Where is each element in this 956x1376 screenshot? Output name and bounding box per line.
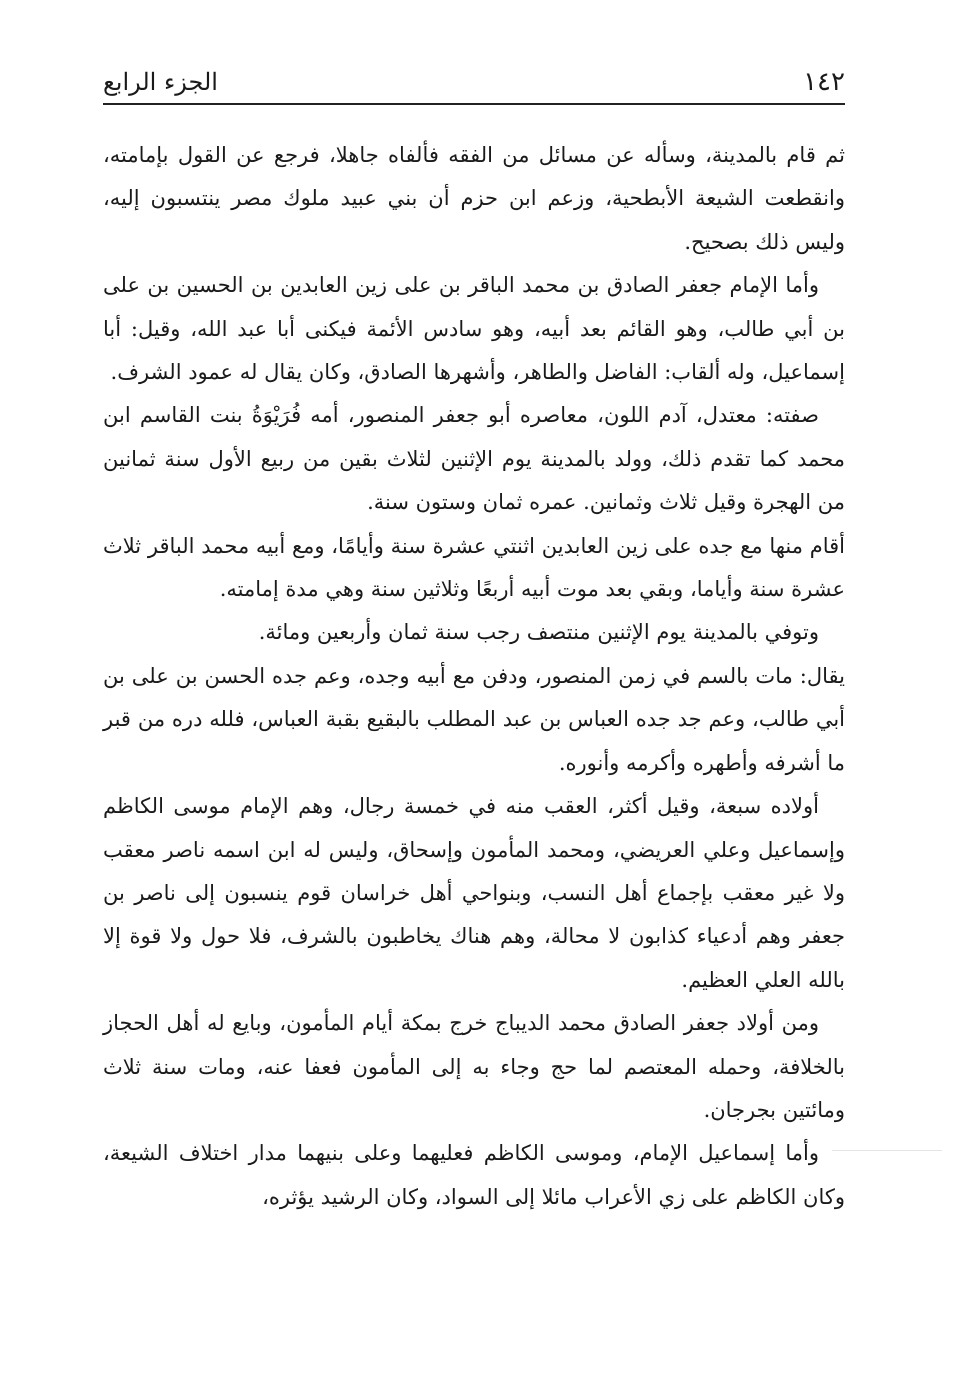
paragraph: صفته: معتدل، آدم اللون، معاصره أبو جعفر المنصور، أمه فُرَيْوَةُ بنت القاسم ابن محمد كما تقدم ذلك، وولد بالمدينة يوم الإثنين لثلاث بقين من ربيع الأول سنة ثمانين من الهجرة وقيل ثلاث وثمانين. عمره ثمان وستون سنة. xyxy=(103,403,845,515)
page-header xyxy=(103,62,845,100)
body-text xyxy=(103,134,845,1219)
paragraph: أقام منها مع جده على زين العابدين اثنتي عشرة سنة وأيامًا، ومع أبيه محمد الباقر ثلاث عشرة سنة وأياما، وبقي بعد موت أبيه أربعًا وثلاثين سنة وهي مدة إمامته. xyxy=(103,533,845,602)
running-title: الجزء الرابع xyxy=(103,68,218,96)
header-rule xyxy=(103,103,845,105)
paragraph: أولاده سبعة، وقيل أكثر، العقب منه في خمسة رجال، وهم الإمام موسى الكاظم وإسماعيل وعلي العريضي، ومحمد المأمون وإسحاق، وليس له ابن اسمه ناصر معقب ولا غير معقب بإجماع أهل النسب، وبنواحي أهل خراسان قوم ينسبون إلى ناصر بن جعفر وهم أدعياء كذابون لا محالة، وهم هناك يخاطبون بالشرف، فلا حول ولا قوة إلا بالله العلي العظيم. xyxy=(103,794,845,992)
paragraph: وأما الإمام جعفر الصادق بن محمد الباقر بن على زين العابدين بن الحسين بن على بن أبي طالب، وهو القائم بعد أبيه، وهو سادس الأئمة فيكنى أبا عبد الله، وقيل: أبا إسماعيل، وله ألقاب: الفاضل والطاهر، وأشهرها الصادق، وكان يقال له عمود الشرف. xyxy=(103,273,845,385)
paragraph: يقال: مات بالسم في زمن المنصور، ودفن مع أبيه وجده، وعم جده الحسن بن على بن أبي طالب، وعم جد جده العباس بن عبد المطلب بالبقيع بقبة العباس، فلله دره من قبر ما أشرفه وأطهره وأكرمه وأنوره. xyxy=(103,663,845,775)
paragraph: ثم قام بالمدينة، وسأله عن مسائل من الفقه فألفاه جاهلا، فرجع عن القول بإمامته، وانقطعت الشيعة الأبطحية، وزعم ابن حزم أن بني عبيد ملوك مصر ينتسبون إليه، وليس ذلك بصحيح. xyxy=(103,143,845,254)
page-number: ١٤٢ xyxy=(803,67,845,97)
scan-artifact-line xyxy=(832,1150,942,1151)
paragraph: وأما إسماعيل الإمام، وموسى الكاظم فعليهما وعلى بنيهما مدار اختلاف الشيعة، وكان الكاظم على زي الأعراب مائلا إلى السواد، وكان الرشيد يؤثره، xyxy=(103,1141,845,1209)
paragraph: ومن أولاد جعفر الصادق محمد الديباج خرج بمكة أيام المأمون، وبايع له أهل الحجاز بالخلافة، وحمله المعتصم لما حج وجاء به إلى المأمون فعفا عنه، ومات سنة ثلاث ومائتين بجرجان. xyxy=(103,1011,845,1122)
paragraph: وتوفي بالمدينة يوم الإثنين منتصف رجب سنة ثمان وأربعين ومائة. xyxy=(258,620,819,645)
